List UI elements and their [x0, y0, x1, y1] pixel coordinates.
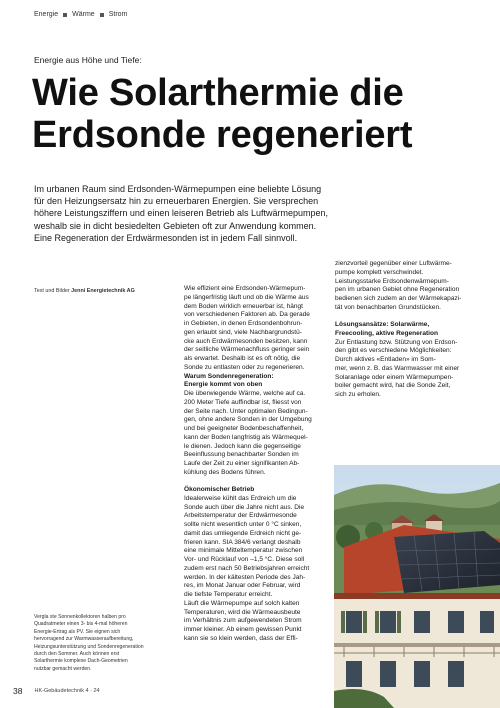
body-line: von verschiedenen Faktoren ab. Da gerade: [184, 311, 310, 319]
body-line: res, im Monat Januar oder Februar, wird: [184, 582, 301, 590]
body-line: Sonde auch über die Jahre nicht aus. Die: [184, 503, 305, 511]
body-line: gen erlaubt sind, viele Nachbargrundstü-: [184, 328, 302, 336]
title-line: Erdsonde regeneriert: [32, 114, 413, 156]
body-line: die tiefste Temperatur erreicht.: [184, 591, 273, 599]
section-heading: Ökonomischer Betrieb: [184, 486, 255, 494]
magazine-name: HK-Gebäudetechnik 4 · 24: [34, 688, 100, 694]
body-line: Idealerweise kühlt das Erdreich um die: [184, 494, 297, 502]
body-line: sich zu erholen.: [335, 391, 381, 399]
page-number: 38: [13, 686, 23, 696]
square-bullet-icon: [100, 13, 104, 17]
lead-line: höhere Leistungsziffern und einen leiseren Betrieb als Luftwärmepumpen,: [34, 208, 329, 219]
caption-line: nutzbar gemacht werden.: [34, 665, 92, 672]
balcony: [334, 643, 500, 647]
body-line: kühlung des Bodens führen.: [184, 468, 266, 476]
body-line: damit das umliegende Erdreich nicht ge-: [184, 529, 302, 537]
body-line: pen im urbanen Gebiet ohne Regeneration: [335, 286, 460, 294]
body-line: dem Boden wirklich erneuerbar ist, hängt: [184, 302, 303, 310]
body-line: und bei geeigneter Bodenbeschaffenheit,: [184, 425, 304, 432]
body-line: Temperaturen, wird die Wärmeausbeute: [184, 608, 301, 616]
body-line: Solaranlage oder einem Wärmepumpen-: [335, 373, 454, 381]
body-line: tät von benachbarten Grundstücken.: [335, 303, 441, 311]
body-line: den gibt es verschiedene Möglichkeiten:: [335, 347, 452, 355]
credit-author: Jenni Energietechnik AG: [71, 288, 135, 294]
body-line: sollte nicht wesentlich unter 0 °C sinken,: [184, 521, 302, 529]
body-line: Vor- und Rücklauf von –1,5 °C. Diese soll: [184, 556, 305, 564]
body-line: gen, ohne andere Sonden in der Umgebung: [184, 416, 312, 424]
body-column-2: [184, 285, 324, 644]
body-line: Beeinflussung benachbarter Sonden im: [184, 451, 299, 459]
body-line: pumpe komplett verschwindet.: [335, 268, 424, 276]
lead-line: für den Heizungsersatz hin zu erneuerbaren Energien. Sie versprechen: [34, 196, 319, 207]
caption-line: Vergla ste Sonnenkollektoren halben pro: [34, 614, 126, 620]
body-line: immer kleiner. Ab einem gewissen Punkt: [184, 626, 302, 634]
body-line: Wie effizient eine Erdsonden-Wärmepum-: [184, 285, 306, 292]
square-bullet-icon: [63, 13, 67, 17]
credit-prefix: Text und Bilder: [34, 288, 72, 294]
body-column-3: [335, 260, 470, 400]
section-heading: Energie kommt von oben: [184, 381, 263, 389]
body-line: cke auch Erdwärmesonden besitzen, kann: [184, 337, 308, 345]
photo-illustration: [334, 465, 500, 708]
lead-line: Eine Regeneration der Erdwärmesonden ist in jedem Fall sinnvoll.: [34, 232, 298, 243]
body-line: Sonde zu entlasten oder zu regenerieren.: [184, 363, 305, 371]
page-title: [32, 72, 472, 156]
solar-collectors: [394, 531, 500, 593]
body-line: Die überwiegende Wärme, welche auf ca.: [184, 390, 306, 397]
lead-paragraph: [34, 183, 424, 244]
eave: [334, 593, 500, 599]
page-footer: [13, 686, 100, 696]
body-line: bedienen sich zudem an der Wärmekapazi-: [335, 295, 462, 302]
caption-line: Quadratmeter einen 3- bis 4-mal höheren: [34, 621, 128, 628]
body-line: boiler gemacht wird, hat die Sonde Zeit,: [335, 382, 451, 390]
caption-line: Solarthermie komplexe Dach-Geometrien: [34, 658, 128, 665]
body-line: eine minimale Mitteltemperatur zwischen: [184, 547, 303, 555]
lead-line: Im urbanen Raum sind Erdsonden-Wärmepumpen eine beliebte Lösung: [34, 184, 322, 194]
body-line: im Verhältnis zum aufgewendeten Strom: [184, 617, 302, 625]
kicker: Energie aus Höhe und Tiefe:: [34, 55, 142, 65]
body-line: Zur Entlastung bzw. Stützung von Erdson-: [335, 338, 458, 346]
caption-line: Energie-Ertrag als PV. Sie eignen sich: [34, 628, 121, 635]
section-heading: Lösungsansätze: Solarwärme,: [335, 321, 430, 329]
caption-line: hervorragend zur Warmwasseraufbereitung,: [34, 636, 134, 643]
paragraph-gap: [335, 313, 470, 322]
section-heading: Freecooling, aktive Regeneration: [335, 329, 438, 337]
body-line: 200 Meter Tiefe auffindbar ist, fliesst von: [184, 398, 302, 406]
body-line: le dienen. Jedoch kann die gegenseitige: [184, 442, 301, 450]
body-line: der Seite nach. Unter optimalen Bedingun-: [184, 407, 308, 415]
section-heading: Warum Sondenregeneration:: [184, 372, 274, 380]
house-solar-roof-photo: [334, 465, 500, 708]
body-line: mer, wenn z. B. das Warmwasser mit einer: [335, 364, 460, 372]
body-line: Laufe der Zeit zu einer signifikanten Ab-: [184, 460, 300, 467]
body-line: der seitliche Wärmenachfluss geringer sein: [184, 346, 310, 354]
title-line: Wie Solarthermie die: [32, 72, 404, 114]
author-credit: [34, 288, 135, 294]
body-line: Leistungsstarke Erdsondenwärmepum-: [335, 277, 449, 285]
caption-line: Heizungsunterstützung und Sondenregeneration: [34, 643, 144, 650]
body-line: Läuft die Wärmepumpe auf solch kalten: [184, 599, 300, 607]
lead-line: weshalb sie in dicht besiedelten Gebieten oft zur Anwendung kommen.: [34, 220, 317, 231]
body-line: in Gebieten, in denen Erdsondenbohrun-: [184, 320, 303, 327]
body-line: werden. In der kältesten Periode des Jah-: [184, 573, 306, 581]
body-line: Durch aktives «Entladen» im Som-: [335, 356, 436, 364]
body-line: pe längerfristig läuft und ob die Wärme aus: [184, 293, 309, 301]
nav-item-strom[interactable]: Strom: [108, 11, 128, 18]
body-line: frieren kann. SIA 384/6 verlangt deshalb: [184, 538, 301, 546]
nav-item-waerme[interactable]: Wärme: [72, 11, 95, 18]
section-breadcrumb: [34, 11, 127, 18]
caption-line: durch den Sommer. Auch können erst: [34, 651, 120, 658]
body-line: zudem erst nach 50 Betriebsjahren erreicht: [184, 564, 310, 572]
body-line: kann der Boden langfristig als Wärmequel-: [184, 433, 308, 441]
body-line: zienzvorteil gegenüber einer Luftwärme-: [335, 260, 452, 267]
paragraph-gap: [184, 478, 324, 487]
body-line: Arbeitstemperatur der Erdwärmesonde: [184, 512, 297, 520]
body-line: kann sie so klein werden, dass der Effi-: [184, 634, 298, 642]
nav-item-energie[interactable]: Energie: [34, 11, 59, 18]
photo-caption: [34, 614, 174, 673]
body-line: als erwartet. Deshalb ist es oft nötig, die: [184, 355, 301, 362]
